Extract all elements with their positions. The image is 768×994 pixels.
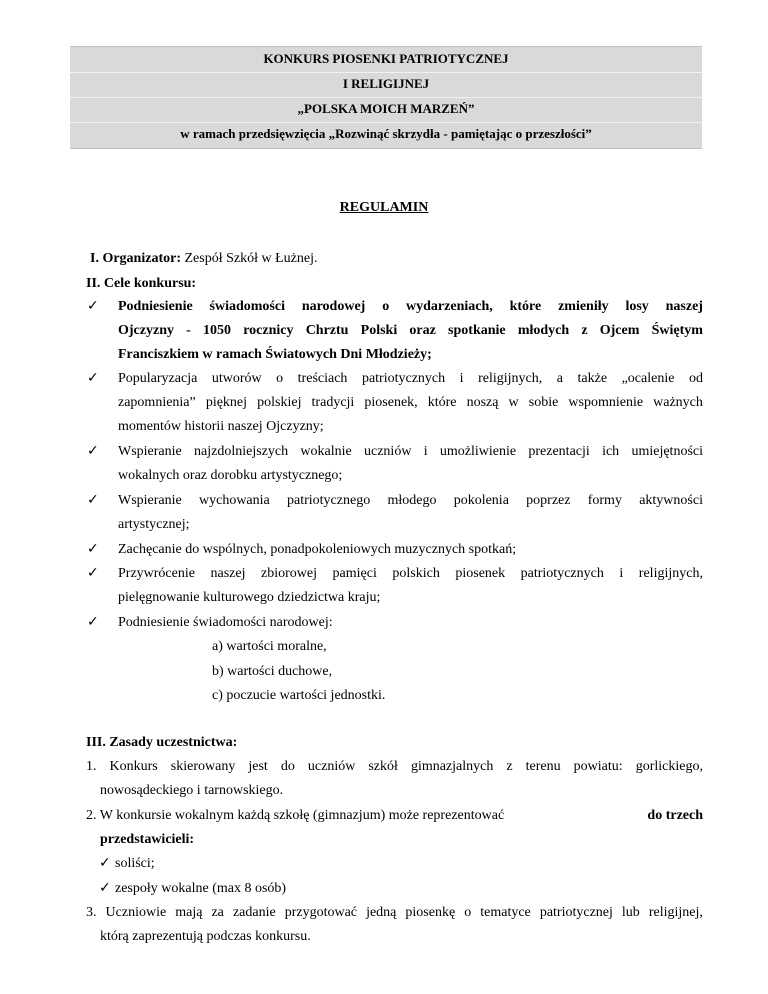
word: Polski [360, 323, 398, 338]
word: 1050 [203, 323, 232, 338]
word: pokolenia [453, 493, 509, 508]
rule-2-line-1 [86, 807, 703, 824]
check-icon: ✓ [87, 492, 99, 508]
word: Przywrócenie [118, 566, 195, 581]
goal-6-line-1 [118, 565, 703, 582]
goal-6-line-2: pielęgnowanie kulturowego dziedzictwa kraju; [118, 590, 381, 605]
word: Podniesienie [118, 299, 193, 314]
word: najzdolniejszych [194, 444, 289, 459]
header-separator [70, 72, 702, 73]
word: Popularyzacja [118, 371, 198, 386]
word: jest [248, 759, 268, 774]
word: patriotycznej [539, 905, 613, 920]
word: Wspieranie [118, 444, 182, 459]
word: spotkanie [448, 323, 506, 338]
check-icon: ✓ [87, 370, 99, 386]
check-icon: ✓ [87, 565, 99, 581]
word: noszą [466, 395, 499, 410]
word: piosenek [455, 566, 506, 581]
word: szkół [368, 759, 398, 774]
word: „ocalenie [621, 371, 675, 386]
section-1-text: Zespół Szkół w Łużnej. [180, 251, 318, 266]
word: poprzez [526, 493, 571, 508]
value-item: b) wartości duchowe, [212, 664, 333, 679]
word: skierowany [170, 759, 236, 774]
goal-2-line-3: momentów historii naszej Ojczyzny; [118, 419, 324, 434]
header-box [70, 46, 702, 149]
word: 1. [86, 759, 97, 774]
word: umiejętności [631, 444, 703, 459]
goal-1-line-1 [118, 298, 703, 315]
word: wspomnienie [568, 395, 644, 410]
word: piosenek, [364, 395, 418, 410]
rule-3-line-2: którą zaprezentują podczas konkursu. [100, 929, 311, 944]
section-1-label: Organizator: [102, 251, 181, 266]
word: powiatu: [573, 759, 623, 774]
word: uczniów [307, 759, 356, 774]
word: religijnych, [478, 371, 543, 386]
rule-1-line-1 [86, 758, 703, 775]
word: Chrztu [305, 323, 349, 338]
word: Świętym [651, 323, 703, 338]
word: patriotycznych [520, 566, 604, 581]
word: aktywności [639, 493, 703, 508]
word: lub [621, 905, 640, 920]
check-icon: ✓ [87, 298, 99, 314]
word: sobie [528, 395, 559, 410]
word: - [186, 323, 191, 338]
goal-7-line-1: Podniesienie świadomości narodowej: [118, 615, 333, 630]
word: 3. [86, 905, 97, 920]
word: w [508, 395, 519, 410]
word: pamięci [332, 566, 377, 581]
word: o [276, 371, 284, 386]
word: zbiorowej [261, 566, 317, 581]
word: do [280, 759, 295, 774]
header-separator [70, 122, 702, 123]
word: losy [625, 299, 649, 314]
word: patriotycznego [287, 493, 371, 508]
word: Uczniowie [105, 905, 167, 920]
word: wokalnie [300, 444, 352, 459]
word: polskich [392, 566, 440, 581]
rule-2-text: 2. W konkursie wokalnym każdą szkołę (gimnazjum) może reprezentować [86, 808, 505, 823]
word: Ojcem [599, 323, 640, 338]
word: patriotycznych [361, 371, 446, 386]
header-separator [70, 97, 702, 98]
word: utworów [211, 371, 262, 386]
section-3-label: III. Zasady uczestnictwa: [86, 735, 238, 750]
section-2-number: II. [86, 276, 101, 291]
section-1-number: I. [90, 251, 99, 266]
word: narodowej [301, 299, 366, 314]
word: Ojczyzny [118, 323, 174, 338]
word: także [577, 371, 608, 386]
word: jedną [366, 905, 397, 920]
word: świadomości [209, 299, 285, 314]
rule-2-item: zespoły wokalne (max 8 osób) [115, 881, 287, 896]
rule-1-line-2: nowosądeckiego i tarnowskiego. [100, 783, 284, 798]
rule-2-item: soliści; [115, 856, 155, 871]
check-icon: ✓ [87, 614, 99, 630]
check-icon: ✓ [99, 855, 111, 871]
check-icon: ✓ [87, 541, 99, 557]
word: a [556, 371, 563, 386]
check-icon: ✓ [99, 880, 111, 896]
word: pięknej [205, 395, 248, 410]
word: religijnej, [648, 905, 703, 920]
word: gimnazjalnych [410, 759, 494, 774]
section-2 [86, 275, 196, 292]
word: religijnych, [638, 566, 703, 581]
word: za [211, 905, 224, 920]
goal-3-line-2: wokalnych oraz dorobku artystycznego; [118, 468, 343, 483]
word: rocznicy [243, 323, 294, 338]
goal-4-line-2: artystycznej; [118, 517, 190, 532]
word: zadanie [232, 905, 276, 920]
word: piosenkę [405, 905, 456, 920]
word: Konkurs [109, 759, 158, 774]
word: ich [602, 444, 620, 459]
word: tematyce [480, 905, 531, 920]
word: tradycji [311, 395, 355, 410]
word: o [382, 299, 390, 314]
word: oraz [409, 323, 436, 338]
word: gorlickiego, [635, 759, 703, 774]
word: które [427, 395, 457, 410]
word: o [464, 905, 472, 920]
word: uczniów [364, 444, 412, 459]
value-item: c) poczucie wartości jednostki. [212, 688, 386, 703]
word: naszej [665, 299, 703, 314]
word: naszej [210, 566, 246, 581]
word: od [688, 371, 703, 386]
goal-3-line-1 [118, 443, 703, 460]
goal-5-line-1: Zachęcanie do wspólnych, ponadpokoleniowych muzycznych spotkań; [118, 542, 517, 557]
value-item: a) wartości moralne, [212, 639, 327, 654]
goal-2-line-2 [118, 394, 703, 411]
word: i [423, 444, 428, 459]
page-title: REGULAMIN [339, 200, 429, 215]
word: młodych [517, 323, 570, 338]
word: z [506, 759, 513, 774]
word: polskiej [257, 395, 302, 410]
word: przygotować [284, 905, 358, 920]
header-line-4: w ramach przedsięwzięcia „Rozwinąć skrzydła - pamiętając o przeszłości” [180, 126, 592, 141]
word: zmieniły [558, 299, 609, 314]
word: z [581, 323, 588, 338]
word: wychowania [199, 493, 270, 508]
rule-2-line-2: przedstawicieli: [100, 832, 195, 847]
word: terenu [525, 759, 561, 774]
word: zapomnienia” [118, 395, 196, 410]
word: i [459, 371, 464, 386]
word: wydarzeniach, [406, 299, 493, 314]
word: umożliwienie [439, 444, 517, 459]
word: formy [587, 493, 622, 508]
header-line-1: KONKURS PIOSENKI PATRIOTYCZNEJ [263, 51, 509, 66]
word: prezentacji [528, 444, 590, 459]
rule-2-emphasis: do trzech [647, 808, 703, 823]
word: mają [175, 905, 203, 920]
section-1 [90, 250, 317, 267]
goal-2-line-1 [118, 370, 703, 387]
goal-1-line-2 [118, 322, 703, 339]
word: młodego [387, 493, 437, 508]
word: Wspieranie [118, 493, 182, 508]
word: ważnych [653, 395, 703, 410]
header-line-2: I RELIGIJNEJ [342, 76, 430, 91]
goal-4-line-1 [118, 492, 703, 509]
word: i [619, 566, 624, 581]
word: treściach [297, 371, 348, 386]
header-line-3: „POLSKA MOICH MARZEŃ” [297, 101, 475, 116]
section-2-label: Cele konkursu: [103, 276, 197, 291]
check-icon: ✓ [87, 443, 99, 459]
word: które [509, 299, 542, 314]
goal-1-line-3: Franciszkiem w ramach Światowych Dni Młodzieży; [118, 347, 432, 362]
rule-3-line-1 [86, 904, 703, 921]
